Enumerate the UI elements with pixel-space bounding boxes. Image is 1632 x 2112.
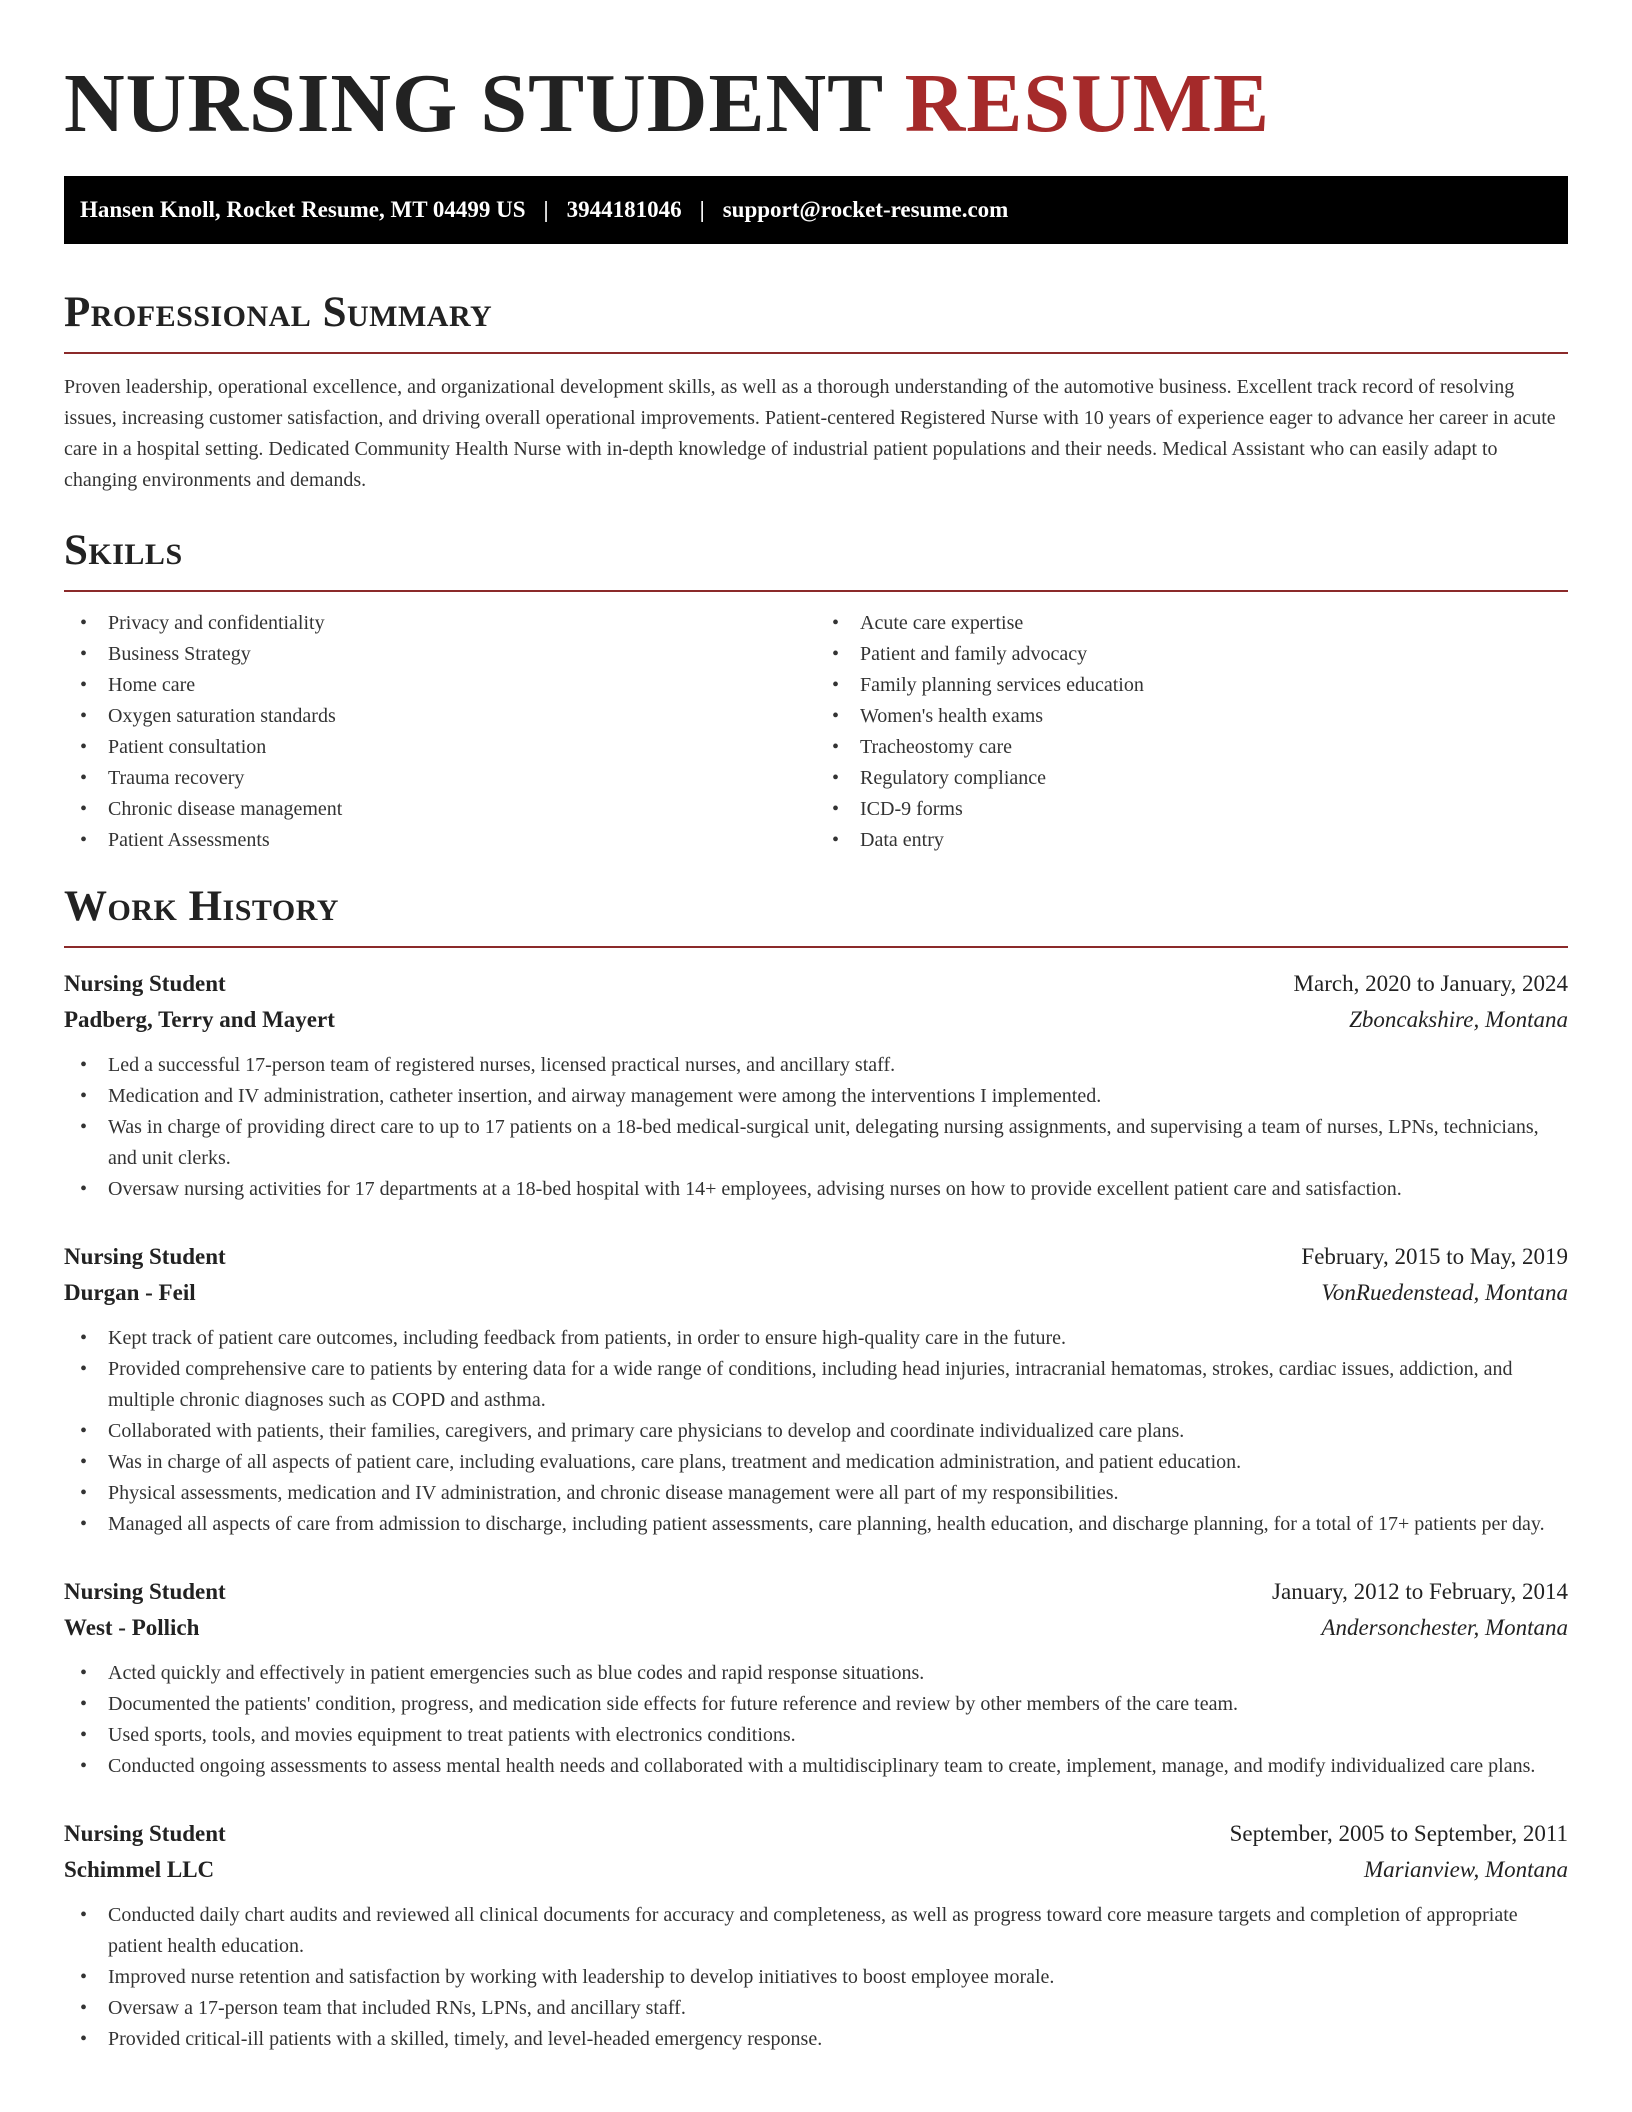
job-bullet: • Conducted ongoing assessments to assess mental health needs and collaborated with a multidisciplinary team to create, implement, manage, and modify individualized care plans. <box>64 1751 1568 1782</box>
section-heading: Work History <box>64 882 1568 948</box>
contact-bar <box>64 176 1568 244</box>
skill-item: • Regulatory compliance <box>816 763 1568 794</box>
skill-item: • Home care <box>64 670 816 701</box>
job-title: Nursing Student <box>64 1579 226 1604</box>
skill-item: • Business Strategy <box>64 639 816 670</box>
job-header-row <box>64 966 1568 1002</box>
job-bullet: • Improved nurse retention and satisfaction by working with leadership to develop initiatives to boost employee morale. <box>64 1962 1568 1993</box>
job-header-row <box>64 1574 1568 1610</box>
job-bullet: • Was in charge of providing direct care to up to 17 patients on a 18-bed medical-surgical unit, delegating nursing assignments, and supervising a team of nurses, LPNs, technicians, and unit clerks. <box>64 1112 1568 1174</box>
job-dates: January, 2012 to February, 2014 <box>1272 1579 1568 1604</box>
section-heading: Professional Summary <box>64 288 1568 354</box>
contact-address: Hansen Knoll, Rocket Resume, MT 04499 US <box>80 197 526 222</box>
job-bullet: • Provided comprehensive care to patients by entering data for a wide range of conditions, including head injuries, intracranial hematomas, strokes, cardiac issues, addiction, and multiple chronic diagnoses such as COPD and asthma. <box>64 1354 1568 1416</box>
job-header-row <box>64 1239 1568 1275</box>
job-bullet: • Acted quickly and effectively in patient emergencies such as blue codes and rapid response situations. <box>64 1658 1568 1689</box>
skills-column-right <box>816 608 1568 856</box>
job-location: VonRuedenstead, Montana <box>1321 1280 1568 1305</box>
skill-item: • Patient consultation <box>64 732 816 763</box>
work-history-section <box>64 882 1568 2055</box>
job-dates: March, 2020 to January, 2024 <box>1293 971 1568 996</box>
contact-email: support@rocket-resume.com <box>722 197 1009 222</box>
job-bullet: • Oversaw a 17-person team that included RNs, LPNs, and ancillary staff. <box>64 1993 1568 2024</box>
skill-item: • Oxygen saturation standards <box>64 701 816 732</box>
job-bullets <box>64 1323 1568 1540</box>
job-entry <box>64 1574 1568 1782</box>
job-location: Zboncakshire, Montana <box>1349 1007 1568 1032</box>
job-title: Nursing Student <box>64 1821 226 1846</box>
resume-title <box>64 0 1568 176</box>
job-bullets <box>64 1900 1568 2055</box>
skills-section <box>64 526 1568 856</box>
contact-phone: 3944181046 <box>566 197 682 222</box>
skill-item: • Trauma recovery <box>64 763 816 794</box>
job-bullet: • Collaborated with patients, their families, caregivers, and primary care physicians to develop and coordinate individualized care plans. <box>64 1416 1568 1447</box>
job-bullet: • Conducted daily chart audits and reviewed all clinical documents for accuracy and completeness, as well as progress toward core measure targets and completion of appropriate patient health education. <box>64 1900 1568 1962</box>
job-bullet: • Physical assessments, medication and IV administration, and chronic disease management were all part of my responsibilities. <box>64 1478 1568 1509</box>
job-bullet: • Oversaw nursing activities for 17 departments at a 18-bed hospital with 14+ employees, advising nurses on how to provide excellent patient care and satisfaction. <box>64 1174 1568 1205</box>
skill-item: • Tracheostomy care <box>816 732 1568 763</box>
job-bullet: • Used sports, tools, and movies equipment to treat patients with electronics conditions. <box>64 1720 1568 1751</box>
title-main: NURSING STUDENT <box>64 57 883 150</box>
job-company-row <box>64 1275 1568 1311</box>
skill-item: • Patient and family advocacy <box>816 639 1568 670</box>
skill-item: • Chronic disease management <box>64 794 816 825</box>
title-accent: RESUME <box>904 57 1271 150</box>
skills-grid <box>64 608 1568 856</box>
job-entry <box>64 966 1568 1205</box>
job-company-row <box>64 1610 1568 1646</box>
job-bullet: • Kept track of patient care outcomes, including feedback from patients, in order to ensure high-quality care in the future. <box>64 1323 1568 1354</box>
job-entry <box>64 1816 1568 2055</box>
skills-column-left <box>64 608 816 856</box>
job-company: Padberg, Terry and Mayert <box>64 1007 335 1032</box>
job-company-row <box>64 1852 1568 1888</box>
job-company: West - Pollich <box>64 1615 200 1640</box>
skill-item: • Women's health exams <box>816 701 1568 732</box>
skill-item: • Acute care expertise <box>816 608 1568 639</box>
job-location: Marianview, Montana <box>1364 1857 1568 1882</box>
job-title: Nursing Student <box>64 971 226 996</box>
job-bullets <box>64 1050 1568 1205</box>
job-bullet: • Provided critical-ill patients with a skilled, timely, and level-headed emergency response. <box>64 2024 1568 2055</box>
skill-item: • Patient Assessments <box>64 825 816 856</box>
contact-separator: | <box>699 197 705 222</box>
professional-summary-section <box>64 288 1568 496</box>
job-bullets <box>64 1658 1568 1782</box>
job-bullet: • Was in charge of all aspects of patient care, including evaluations, care plans, treatment and medication administration, and patient education. <box>64 1447 1568 1478</box>
job-bullet: • Documented the patients' condition, progress, and medication side effects for future reference and review by other members of the care team. <box>64 1689 1568 1720</box>
job-bullet: • Managed all aspects of care from admission to discharge, including patient assessments, care planning, health education, and discharge planning, for a total of 17+ patients per day. <box>64 1509 1568 1540</box>
skill-item: • ICD-9 forms <box>816 794 1568 825</box>
contact-separator: | <box>543 197 549 222</box>
job-dates: February, 2015 to May, 2019 <box>1301 1244 1568 1269</box>
job-dates: September, 2005 to September, 2011 <box>1229 1821 1568 1846</box>
job-bullet: • Medication and IV administration, catheter insertion, and airway management were among the interventions I implemented. <box>64 1081 1568 1112</box>
job-company: Schimmel LLC <box>64 1857 215 1882</box>
job-title: Nursing Student <box>64 1244 226 1269</box>
job-bullet: • Led a successful 17-person team of registered nurses, licensed practical nurses, and ancillary staff. <box>64 1050 1568 1081</box>
job-header-row <box>64 1816 1568 1852</box>
summary-text: Proven leadership, operational excellence, and organizational development skills, as well as a thorough understanding of the automotive business. Excellent track record of resolving issues, increasing customer satisfaction, and driving overall operational improvements. Patient-centered Registered Nurse with 10 years of experience eager to advance her career in acute care in a hospital setting. Dedicated Community Health Nurse with in-depth knowledge of industrial patient populations and their needs. Medical Assistant who can easily adapt to changing environments and demands. <box>64 376 1556 491</box>
skill-item: • Family planning services education <box>816 670 1568 701</box>
job-company: Durgan - Feil <box>64 1280 196 1305</box>
section-heading: Skills <box>64 526 1568 592</box>
job-location: Andersonchester, Montana <box>1321 1615 1568 1640</box>
job-company-row <box>64 1002 1568 1038</box>
skill-item: • Privacy and confidentiality <box>64 608 816 639</box>
skill-item: • Data entry <box>816 825 1568 856</box>
job-entry <box>64 1239 1568 1540</box>
